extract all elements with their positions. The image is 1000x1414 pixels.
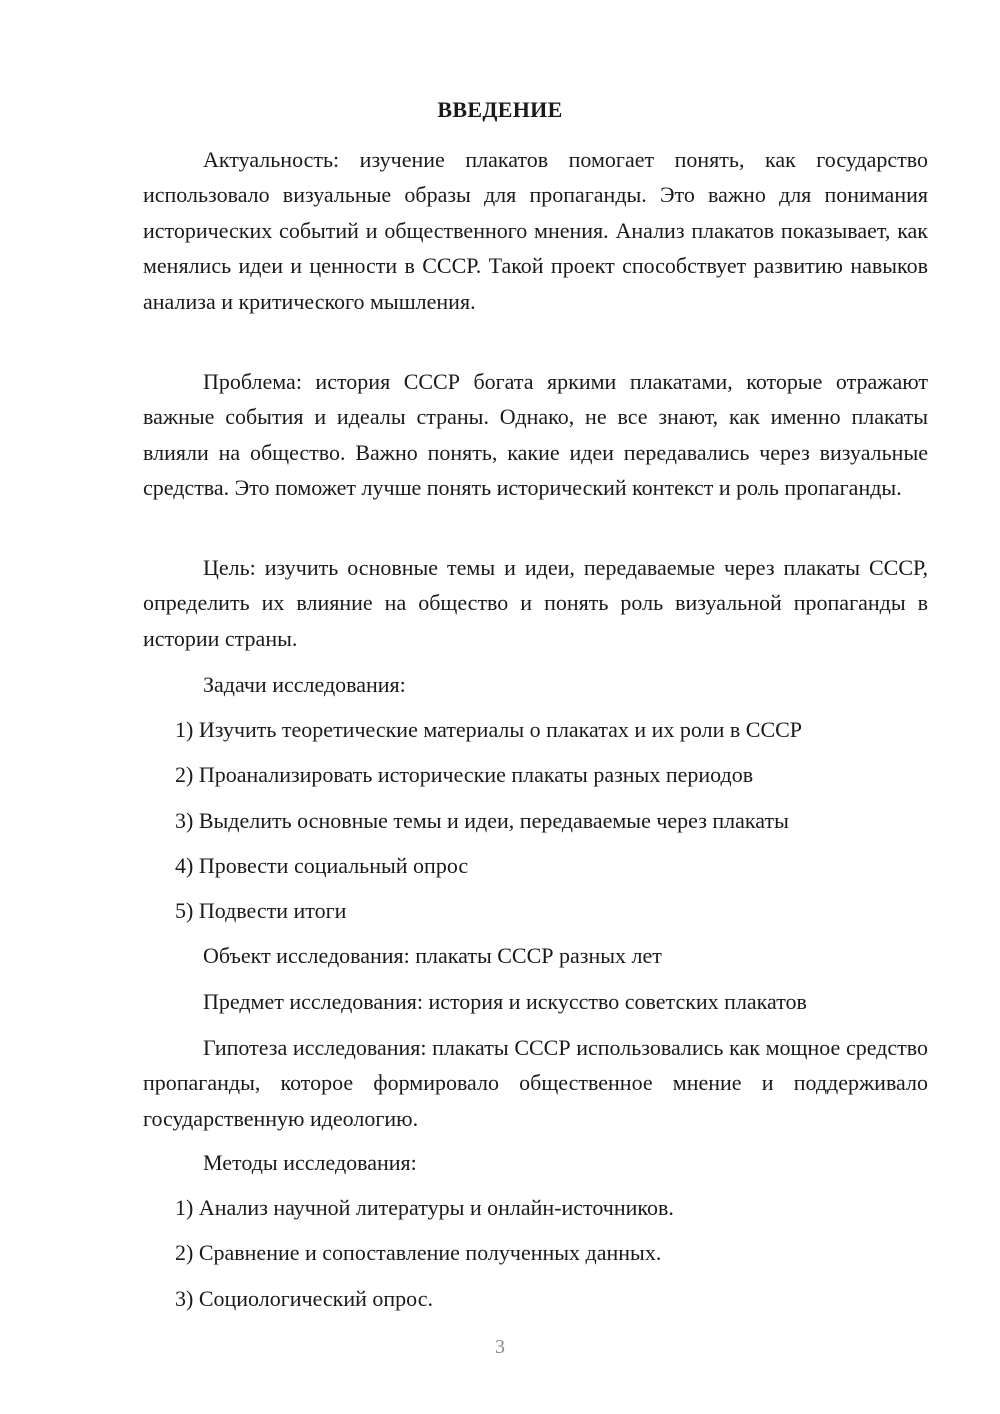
task-item: 4) Провести социальный опрос <box>175 853 469 878</box>
research-object: Объект исследования: плакаты СССР разных лет <box>203 943 662 968</box>
relevance-paragraph: Актуальность: изучение плакатов помогает понять, как государство использовало визуальные образы для пропаганды. Это важно для понимания исторических событий и общественного мнения. Анализ плакатов показывает, как менялись идеи и ценности в СССР. Такой проект способствует развитию навыков анализа и критического мышления. <box>143 147 928 314</box>
goal-paragraph: Цель: изучить основные темы и идеи, передаваемые через плакаты СССР, определить их влияние на общество и понять роль визуальной пропаганды в истории страны. <box>143 555 928 651</box>
method-item: 3) Социологический опрос. <box>175 1286 433 1311</box>
task-item: 2) Проанализировать исторические плакаты разных периодов <box>175 762 754 787</box>
tasks-heading: Задачи исследования: <box>203 672 406 697</box>
methods-heading: Методы исследования: <box>203 1150 417 1175</box>
task-item: 3) Выделить основные темы и идеи, передаваемые через плакаты <box>175 808 789 833</box>
research-subject: Предмет исследования: история и искусство советских плакатов <box>203 989 807 1014</box>
task-item: 5) Подвести итоги <box>175 898 347 923</box>
page-number: 3 <box>495 1336 505 1358</box>
section-title: ВВЕДЕНИЕ <box>437 97 563 122</box>
task-item: 1) Изучить теоретические материалы о плакатах и их роли в СССР <box>175 717 803 742</box>
method-item: 2) Сравнение и сопоставление полученных данных. <box>175 1240 662 1265</box>
hypothesis-paragraph: Гипотеза исследования: плакаты СССР использовались как мощное средство пропаганды, которое формировало общественное мнение и поддерживало государственную идеологию. <box>143 1035 928 1131</box>
method-item: 1) Анализ научной литературы и онлайн-источников. <box>175 1195 674 1220</box>
problem-paragraph: Проблема: история СССР богата яркими плакатами, которые отражают важные события и идеалы страны. Однако, не все знают, как именно плакаты влияли на общество. Важно понять, какие идеи передавались через визуальные средства. Это поможет лучше понять исторический контекст и роль пропаганды. <box>143 369 928 501</box>
